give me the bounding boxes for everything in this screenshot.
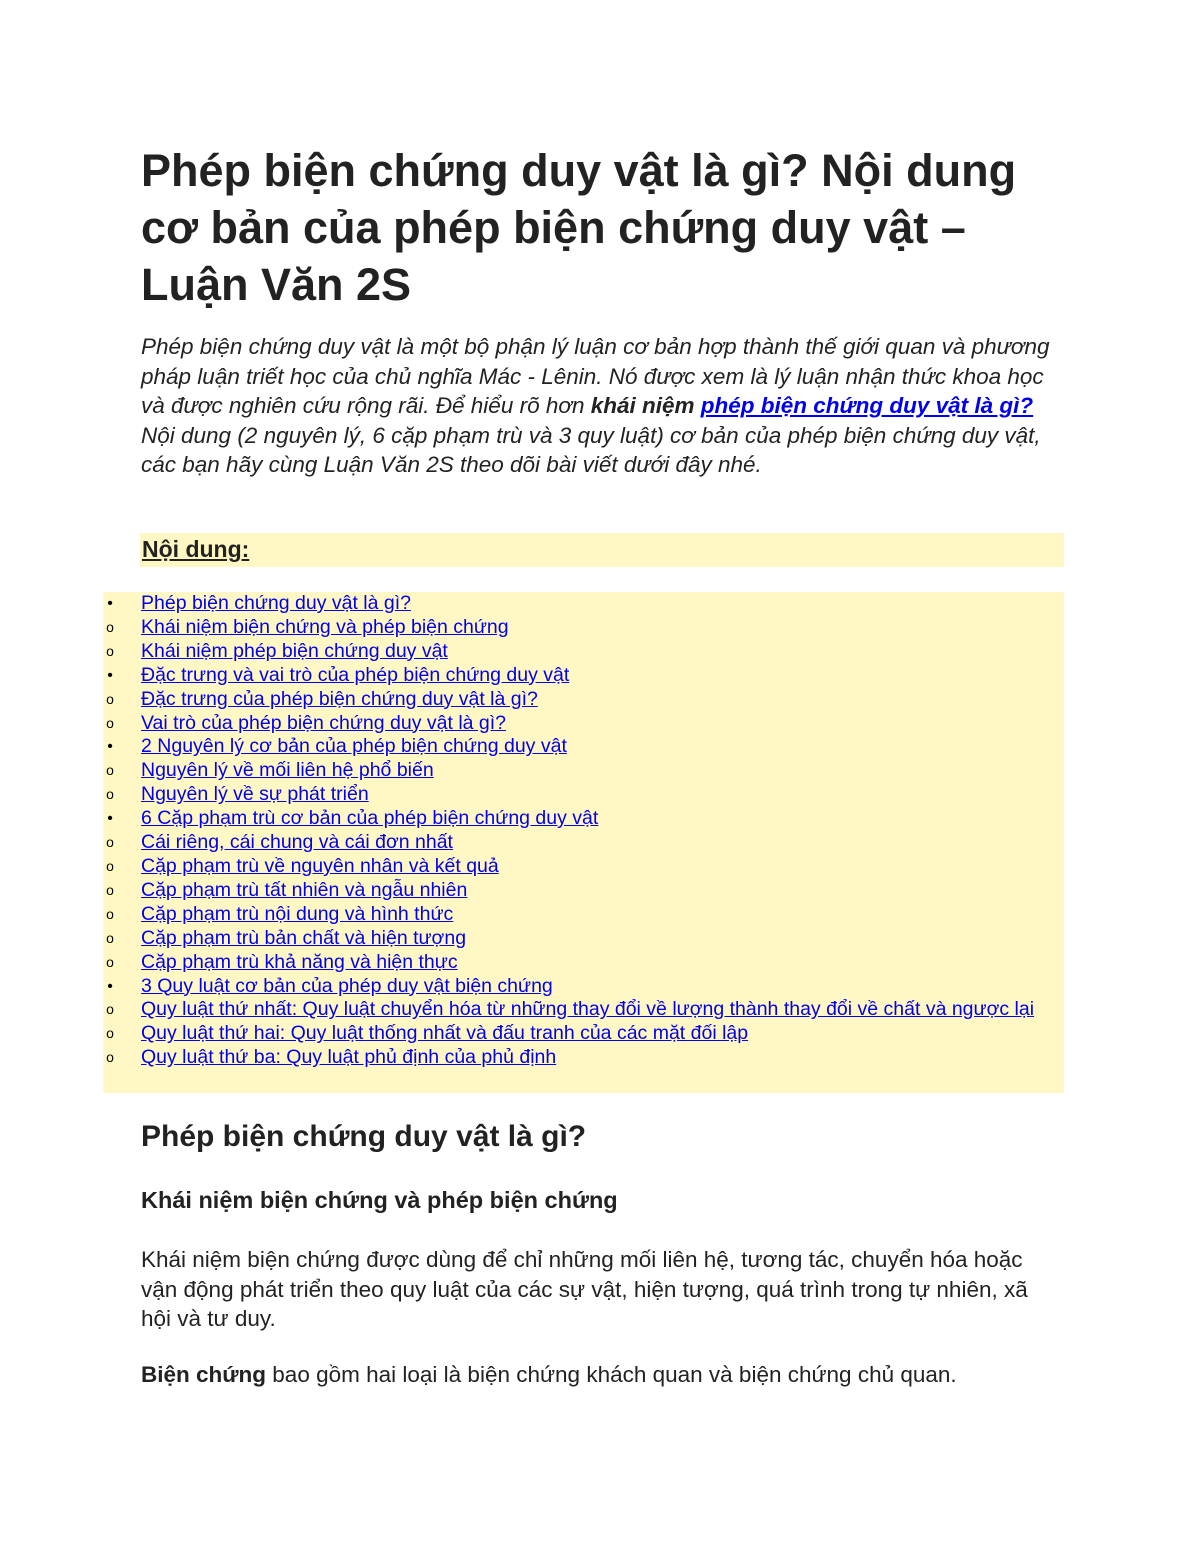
toc-link[interactable]: Quy luật thứ nhất: Quy luật chuyển hóa từ những thay đổi về lượng thành thay đổi về chất và ngược lại (141, 998, 1035, 1021)
intro-text-1: Phép biện chứng duy vật là một bộ phận lý luận cơ bản hợp thành thế giới quan và phương pháp luận triết học của chủ nghĩa Mác - Lênin. Nó được xem là lý luận nhận thức khoa học và được nghiên cứu rộng rãi. Để hiểu rõ hơn (141, 334, 1050, 419)
bullet-circle-icon: o (106, 714, 114, 731)
toc-item (103, 735, 1064, 759)
para2-bold-term: Biện chứng (141, 1362, 267, 1387)
bullet-circle-icon: o (106, 857, 114, 874)
toc-item (103, 664, 1064, 688)
toc-link[interactable]: Quy luật thứ hai: Quy luật thống nhất và đấu tranh của các mặt đối lập (141, 1022, 749, 1045)
toc-link[interactable]: 2 Nguyên lý cơ bản của phép biện chứng duy vật (141, 735, 567, 758)
toc-link[interactable]: 6 Cặp phạm trù cơ bản của phép biện chứng duy vật (141, 807, 599, 830)
toc-link[interactable]: Đặc trưng và vai trò của phép biện chứng duy vật (141, 663, 570, 686)
toc-link[interactable]: Nguyên lý về sự phát triển (141, 783, 369, 806)
toc-item (103, 640, 1064, 664)
toc-item (103, 975, 1064, 999)
body-paragraph-1: Khái niệm biện chứng được dùng để chỉ những mối liên hệ, tương tác, chuyển hóa hoặc vận động phát triển theo quy luật của các sự vật, hiện tượng, quá trình trong tự nhiên, xã hội và tư duy. (141, 1247, 1028, 1332)
toc-item (103, 712, 1064, 736)
bullet-circle-icon: o (106, 929, 114, 946)
toc-link[interactable]: Cái riêng, cái chung và cái đơn nhất (141, 831, 453, 854)
toc-link[interactable]: Đặc trưng của phép biện chứng duy vật là gì? (141, 687, 538, 710)
toc-link[interactable]: Cặp phạm trù về nguyên nhân và kết quả (141, 854, 499, 877)
toc-item (103, 951, 1064, 975)
toc-item (103, 1022, 1064, 1046)
toc-item (103, 903, 1064, 927)
toc-link[interactable]: Cặp phạm trù khả năng và hiện thực (141, 950, 458, 973)
bullet-circle-icon: o (106, 618, 114, 635)
bullet-circle-icon: o (106, 1049, 114, 1066)
toc-header (140, 533, 1064, 567)
intro-bold-term: khái niệm (590, 393, 695, 419)
para2-text: bao gồm hai loại là biện chứng khách quan và biện chứng chủ quan. (266, 1362, 957, 1387)
bullet-disc-icon: • (107, 977, 113, 995)
toc-item (103, 807, 1064, 831)
toc-header-label: Nội dung: (142, 536, 250, 562)
toc-link[interactable]: Khái niệm phép biện chứng duy vật (141, 639, 448, 662)
toc-link[interactable]: Cặp phạm trù nội dung và hình thức (141, 902, 454, 925)
toc-link[interactable]: Cặp phạm trù bản chất và hiện tượng (141, 926, 467, 949)
bullet-disc-icon: • (107, 738, 113, 756)
bullet-disc-icon: • (107, 595, 113, 612)
bullet-circle-icon: o (106, 786, 114, 803)
toc-link[interactable]: Vai trò của phép biện chứng duy vật là gì? (141, 711, 507, 734)
table-of-contents (103, 592, 1064, 1093)
subsection-heading: Khái niệm biện chứng và phép biện chứng (141, 1187, 618, 1213)
toc-link[interactable]: Khái niệm biện chứng và phép biện chứng (141, 615, 509, 638)
toc-item (103, 831, 1064, 855)
toc-item (103, 688, 1064, 712)
bullet-circle-icon: o (106, 834, 114, 851)
bullet-circle-icon: o (106, 905, 114, 922)
toc-item (103, 783, 1064, 807)
toc-link[interactable]: Cặp phạm trù tất nhiên và ngẫu nhiên (141, 878, 468, 901)
bullet-circle-icon: o (106, 881, 114, 898)
bullet-circle-icon: o (106, 1001, 114, 1018)
toc-link[interactable]: 3 Quy luật cơ bản của phép duy vật biện chứng (141, 974, 553, 997)
body-paragraph-2 (141, 1360, 1071, 1390)
bullet-circle-icon: o (106, 690, 114, 707)
toc-item (103, 927, 1064, 951)
toc-item (103, 759, 1064, 783)
bullet-circle-icon: o (106, 953, 114, 970)
bullet-circle-icon: o (106, 1025, 114, 1042)
bullet-circle-icon: o (106, 642, 114, 659)
toc-item (103, 855, 1064, 879)
toc-item (103, 998, 1064, 1022)
section-heading: Phép biện chứng duy vật là gì? (141, 1120, 587, 1153)
intro-text-2: Nội dung (2 nguyên lý, 6 cặp phạm trù và 3 quy luật) cơ bản của phép biện chứng duy vật, các bạn hãy cùng Luận Văn 2S theo dõi bài viết dưới đây nhé. (141, 422, 1041, 478)
bullet-circle-icon: o (106, 762, 114, 779)
intro-paragraph (141, 332, 1066, 480)
toc-link[interactable]: Nguyên lý về mối liên hệ phổ biến (141, 759, 434, 782)
intro-link[interactable]: phép biện chứng duy vật là gì? (700, 393, 1034, 419)
toc-link[interactable]: Phép biện chứng duy vật là gì? (141, 592, 411, 614)
bullet-disc-icon: • (107, 666, 113, 684)
toc-item (103, 1046, 1064, 1070)
toc-link[interactable]: Quy luật thứ ba: Quy luật phủ định của phủ định (141, 1046, 557, 1069)
bullet-disc-icon: • (107, 810, 113, 828)
page-title: Phép biện chứng duy vật là gì? Nội dung cơ bản của phép biện chứng duy vật – Luận Văn 2S (141, 145, 1017, 310)
toc-item (103, 616, 1064, 640)
toc-item (103, 879, 1064, 903)
toc-item (103, 592, 1064, 616)
